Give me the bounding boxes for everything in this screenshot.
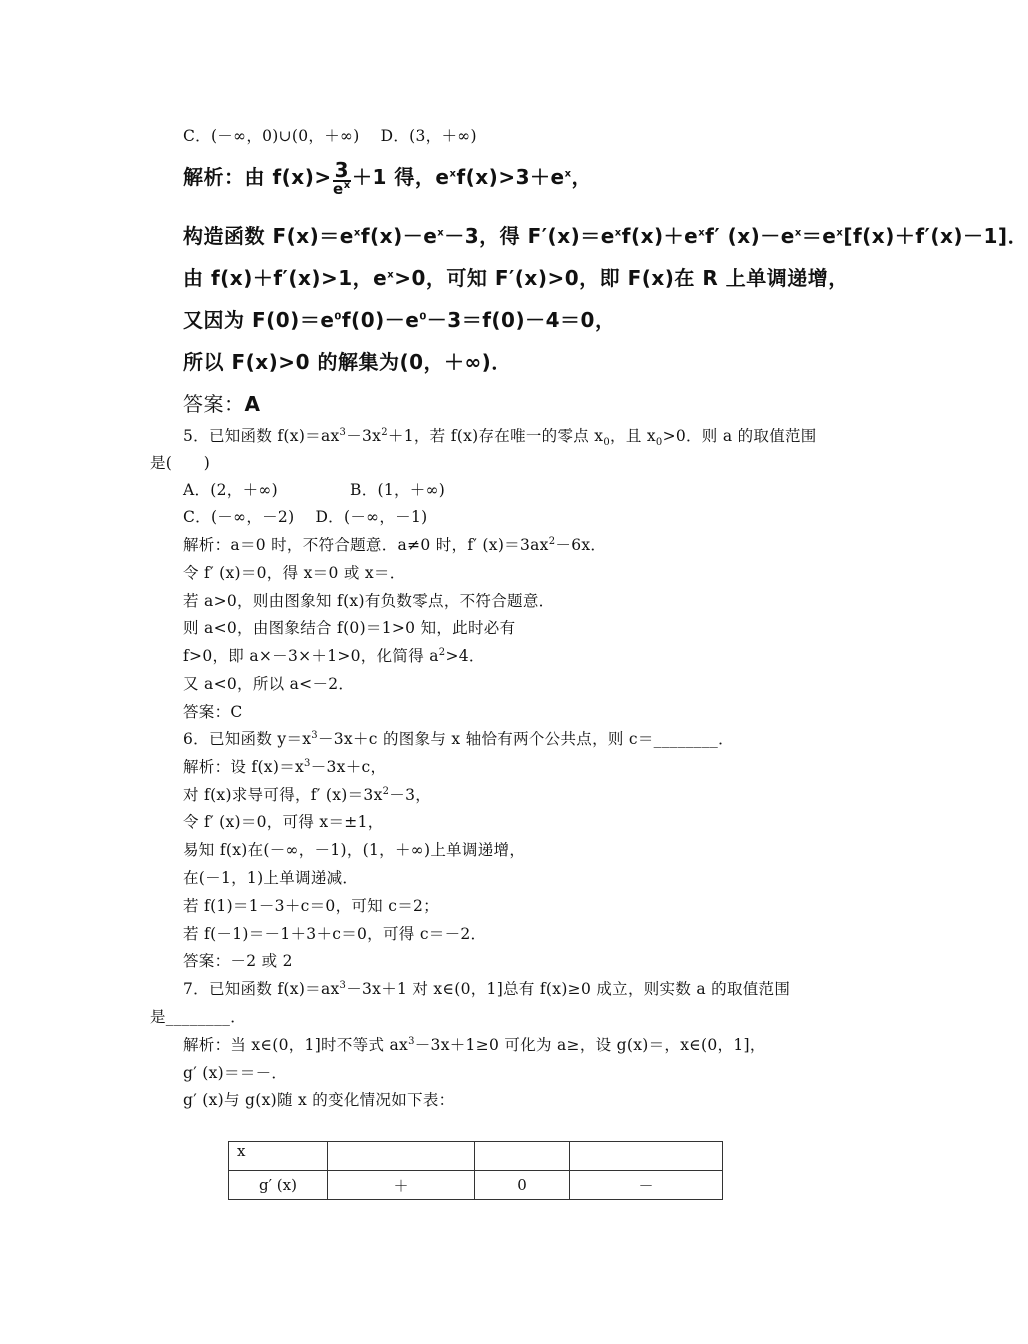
exponent: 0	[419, 311, 427, 323]
text: ＋1，若 f(x)存在唯一的零点 x	[387, 427, 604, 445]
frac-den-exponent: x	[343, 180, 351, 191]
text: 由 f(x)＋f′(x)>1，e	[183, 266, 388, 290]
exponent: 2	[438, 646, 446, 658]
q6-solution-7: 若 f(－1)＝－1＋3＋c＝0，可得 c＝－2．	[183, 925, 487, 943]
q5-option-a: A．(2，＋∞)	[183, 481, 278, 499]
text: 6．已知函数 y＝x	[183, 730, 312, 748]
q6-stem	[183, 727, 734, 749]
q4-solution-line5: 所以 F(x)>0 的解集为(0，＋∞)．	[183, 350, 512, 374]
q7-stem-line2: 是________．	[150, 1008, 247, 1026]
text: －3＝f(0)－4＝0，	[426, 308, 616, 332]
text: >0．则 a 的取值范围	[662, 427, 817, 445]
frac-denominator: e	[333, 180, 344, 198]
q4-answer	[183, 388, 260, 417]
table-row	[229, 1142, 723, 1171]
text: [f(x)＋f′(x)－1]．	[843, 224, 1028, 248]
text: f(0)－e	[341, 308, 420, 332]
exponent: 2	[548, 535, 556, 547]
text: －3x＋1 对 x∈(0，1]总有 f(x)≥0 成立，则实数 a 的取值范围	[346, 980, 791, 998]
q6-solution-3: 令 f′ (x)＝0，可得 x＝±1，	[183, 813, 384, 831]
q5-solution-5	[183, 644, 485, 666]
text: 构造函数 F(x)＝e	[183, 224, 354, 248]
exponent: 0	[334, 311, 342, 323]
q4-sol-end: ，	[571, 165, 593, 189]
text: 解析：当 x∈(0，1]时不等式 ax	[183, 1036, 409, 1054]
fraction-3-over-ex	[333, 160, 351, 197]
table-cell	[570, 1142, 723, 1171]
text: 对 f(x)求导可得，f′ (x)＝3x	[183, 786, 383, 804]
table-row	[229, 1171, 723, 1200]
table-cell: 0	[475, 1171, 570, 1200]
exponent: 2	[382, 785, 390, 797]
text: 解析：a＝0 时，不符合题意．a≠0 时，f′ (x)＝3ax	[183, 536, 549, 554]
table-cell: x	[229, 1142, 328, 1171]
text: f(x)－e	[360, 224, 438, 248]
text: 7．已知函数 f(x)＝ax	[183, 980, 340, 998]
q7-solution-2: g′ (x)＝＝－．	[183, 1064, 288, 1082]
text: ＝e	[801, 224, 837, 248]
q6-solution-1	[183, 755, 386, 777]
q7-solution-3: g′ (x)与 g(x)随 x 的变化情况如下表：	[183, 1091, 455, 1109]
q4-solution-line2	[183, 220, 1028, 249]
q7-stem	[183, 977, 790, 999]
exponent: 3	[408, 1035, 415, 1047]
q5-answer: 答案：C	[183, 703, 243, 721]
q5-options-cd: C．(－∞，－2) D．(－∞，－1)	[183, 508, 428, 526]
table-cell: g′ (x)	[229, 1171, 328, 1200]
text: >4．	[445, 647, 485, 665]
text: －3x	[346, 427, 382, 445]
text: f>0，即 a×－3×＋1>0，化简得 a	[183, 647, 439, 665]
q5-solution-6: 又 a<0，所以 a<－2．	[183, 675, 355, 693]
q4-options-cd: C．(－∞，0)∪(0，＋∞) D．(3，＋∞)	[183, 127, 477, 145]
q6-solution-4: 易知 f(x)在(－∞，－1)，(1，＋∞)上单调递增，	[183, 841, 526, 859]
text: ，且 x	[610, 427, 656, 445]
q5-solution-4: 则 a<0，由图象结合 f(0)＝1>0 知，此时必有	[183, 619, 516, 637]
q7-solution-1	[183, 1033, 766, 1055]
exponent: 2	[381, 426, 388, 438]
text: －3，	[389, 786, 432, 804]
table-cell: －	[570, 1171, 723, 1200]
table-cell: ＋	[328, 1171, 475, 1200]
q5-stem	[183, 424, 817, 449]
text: －3，得 F′(x)＝e	[444, 224, 615, 248]
exponent: x	[353, 227, 361, 239]
q5-solution-1	[183, 533, 606, 555]
exponent: 3	[339, 426, 347, 438]
q4-solution-line1	[183, 160, 592, 197]
q5-solution-3: 若 a>0，则由图象知 f(x)有负数零点，不符合题意．	[183, 592, 555, 610]
q4-sol-suffix: ＋1 得，e	[352, 165, 450, 189]
exponent: x	[564, 168, 572, 180]
table-cell	[475, 1142, 570, 1171]
text: f′ (x)－e	[705, 224, 795, 248]
text: －3x＋1≥0 可化为 a≥，设 g(x)＝，x∈(0，1]，	[414, 1036, 766, 1054]
q5-option-b: B．(1，＋∞)	[350, 481, 446, 499]
exponent: 3	[311, 729, 318, 741]
text: －6x．	[555, 536, 607, 554]
exponent: x	[836, 227, 844, 239]
q4-solution-line3	[183, 262, 849, 291]
text: －3x＋c，	[310, 758, 387, 776]
frac-numerator: 3	[334, 158, 350, 182]
exponent: x	[449, 168, 457, 180]
variation-table	[228, 1141, 723, 1200]
exponent: x	[614, 227, 622, 239]
q6-solution-2	[183, 783, 431, 805]
q4-sol-prefix: 解析：由 f(x)>	[183, 165, 332, 189]
q6-solution-5: 在(－1，1)上单调递减．	[183, 869, 359, 887]
exponent: x	[698, 227, 706, 239]
text: >0，可知 F′(x)>0，即 F(x)在 R 上单调递增，	[394, 266, 849, 290]
q5-stem-line2: 是( )	[150, 454, 211, 472]
text: f(x)＋e	[621, 224, 699, 248]
exponent: x	[437, 227, 445, 239]
exponent: x	[387, 269, 395, 281]
table-cell	[328, 1142, 475, 1171]
subscript: 0	[603, 437, 611, 449]
answer-label: 答案：	[183, 392, 245, 416]
text: 解析：设 f(x)＝x	[183, 758, 305, 776]
text: 又因为 F(0)＝e	[183, 308, 335, 332]
text: －3x＋c 的图象与 x 轴恰有两个公共点，则 c＝________．	[317, 730, 734, 748]
exponent: 3	[304, 757, 311, 769]
q4-solution-line4	[183, 304, 615, 333]
q5-solution-2: 令 f′ (x)＝0，得 x＝0 或 x＝．	[183, 564, 406, 582]
q4-sol-tail: f(x)>3＋e	[456, 165, 565, 189]
answer-value: A	[244, 392, 261, 416]
subscript: 0	[655, 437, 663, 449]
exponent: x	[794, 227, 802, 239]
exponent: 3	[339, 979, 347, 991]
q6-answer: 答案：－2 或 2	[183, 952, 293, 970]
q6-solution-6: 若 f(1)＝1－3＋c＝0，可知 c＝2；	[183, 897, 439, 915]
text: 5．已知函数 f(x)＝ax	[183, 427, 340, 445]
